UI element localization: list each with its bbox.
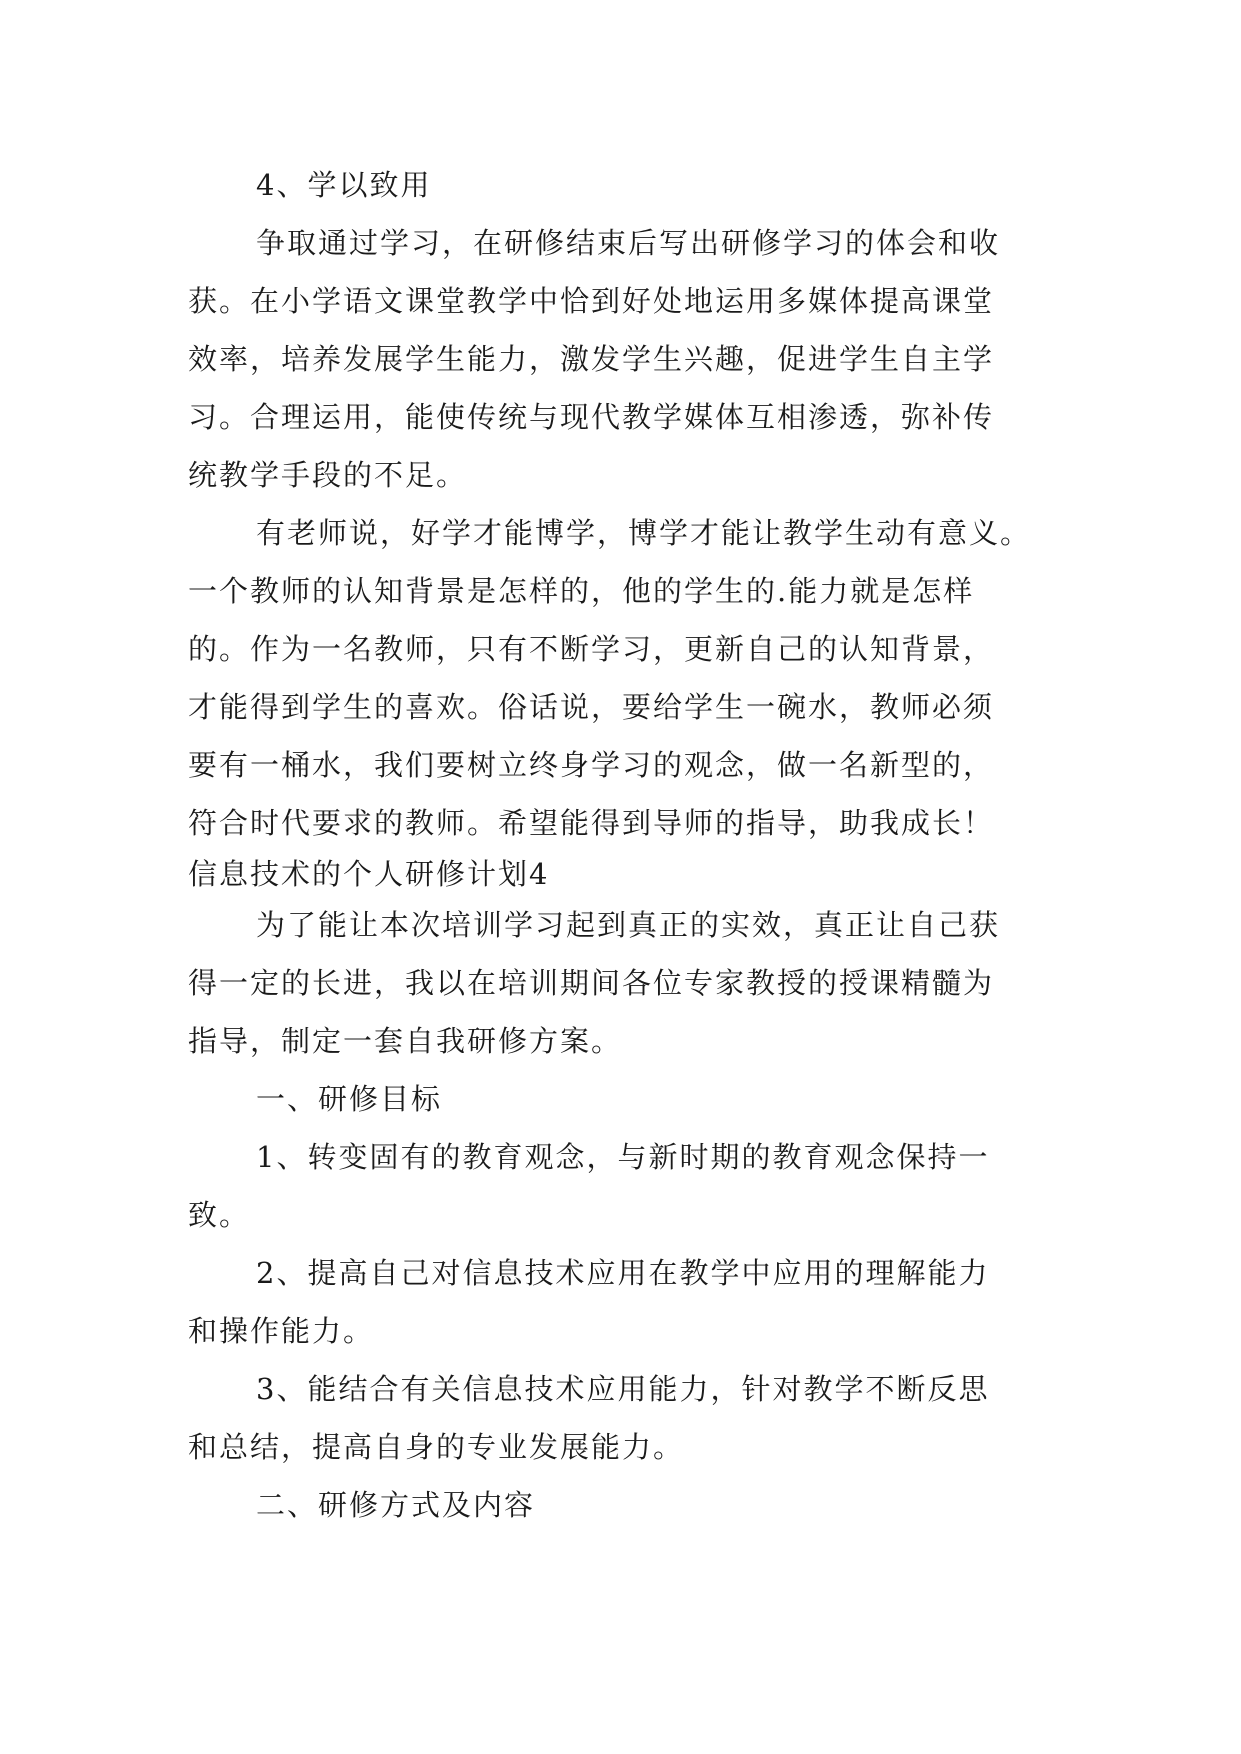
paragraph-line: 习。合理运用，能使传统与现代教学媒体互相渗透，弥补传 — [188, 400, 995, 434]
paragraph-line: 指导，制定一套自我研修方案。 — [188, 1024, 623, 1058]
paragraph-line: 效率，培养发展学生能力，激发学生兴趣，促进学生自主学 — [188, 342, 995, 376]
section-heading-goals: 一、研修目标 — [256, 1082, 443, 1116]
paragraph-line: 有老师说，好学才能博学，博学才能让教学生动有意义。 — [256, 516, 1032, 550]
list-item-goal-3-continuation: 和总结，提高自身的专业发展能力。 — [188, 1430, 685, 1464]
paragraph-line: 争取通过学习，在研修结束后写出研修学习的体会和收 — [256, 226, 1001, 260]
document-section-title: 信息技术的个人研修计划4 — [188, 857, 550, 891]
paragraph-line: 的。作为一名教师，只有不断学习，更新自己的认知背景， — [188, 632, 995, 666]
section-heading-methods: 二、研修方式及内容 — [256, 1488, 536, 1522]
list-item-goal-3: 3、能结合有关信息技术应用能力，针对教学不断反思 — [256, 1372, 990, 1406]
list-item-goal-1-continuation: 致。 — [188, 1198, 251, 1232]
paragraph-line: 才能得到学生的喜欢。俗话说，要给学生一碗水，教师必须 — [188, 690, 995, 724]
document-body — [188, 156, 1058, 1534]
paragraph-line: 符合时代要求的教师。希望能得到导师的指导，助我成长！ — [188, 806, 995, 840]
list-item-goal-2: 2、提高自己对信息技术应用在教学中应用的理解能力 — [256, 1256, 990, 1290]
section-heading-apply-learning: 4、学以致用 — [256, 168, 432, 202]
paragraph-line: 为了能让本次培训学习起到真正的实效，真正让自己获 — [256, 908, 1001, 942]
paragraph-line: 要有一桶水，我们要树立终身学习的观念，做一名新型的， — [188, 748, 995, 782]
paragraph-line: 统教学手段的不足。 — [188, 458, 468, 492]
paragraph-line: 得一定的长进，我以在培训期间各位专家教授的授课精髓为 — [188, 966, 995, 1000]
paragraph-line: 获。在小学语文课堂教学中恰到好处地运用多媒体提高课堂 — [188, 284, 995, 318]
list-item-goal-1: 1、转变固有的教育观念，与新时期的教育观念保持一 — [256, 1140, 990, 1174]
paragraph-line: 一个教师的认知背景是怎样的，他的学生的.能力就是怎样 — [188, 574, 975, 608]
list-item-goal-2-continuation: 和操作能力。 — [188, 1314, 375, 1348]
